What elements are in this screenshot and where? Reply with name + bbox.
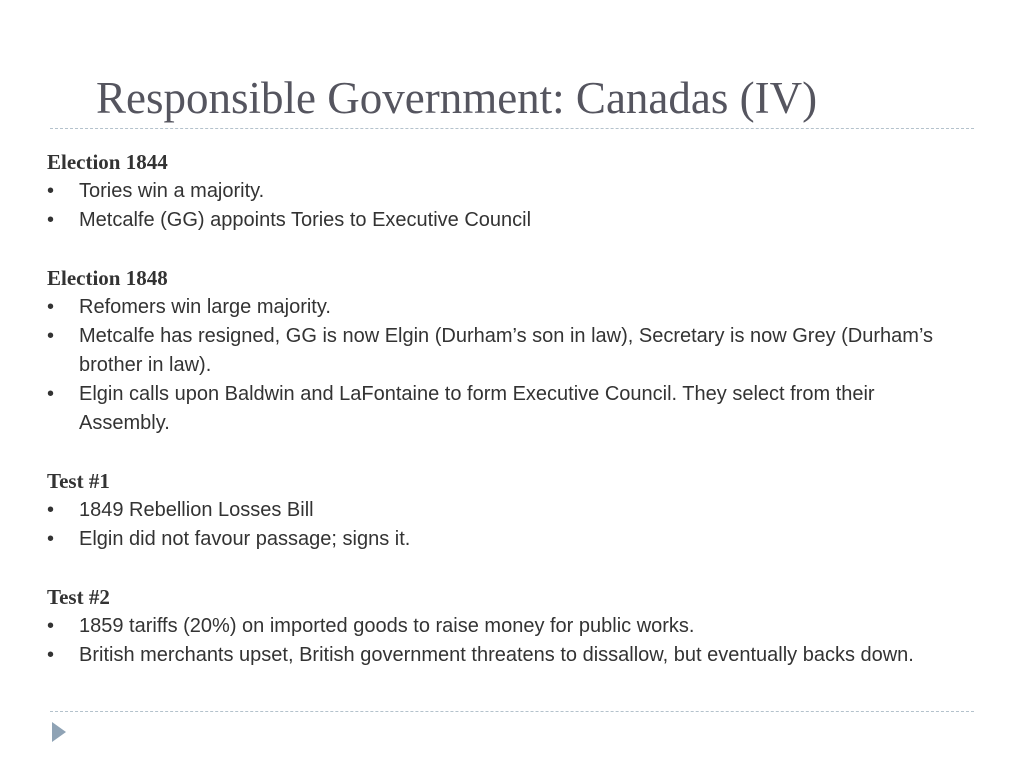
section-election-1848 bbox=[47, 264, 947, 438]
bullet-icon: • bbox=[47, 644, 55, 666]
bullet-item bbox=[47, 206, 947, 235]
section-heading: Election 1844 bbox=[47, 150, 168, 174]
section-election-1844 bbox=[47, 148, 947, 235]
bullet-icon: • bbox=[47, 325, 55, 347]
bullet-text: 1849 Rebellion Losses Bill bbox=[79, 499, 314, 521]
slide-title: Responsible Government: Canadas (IV) bbox=[96, 73, 818, 123]
bullet-icon: • bbox=[47, 209, 55, 231]
play-arrow-icon bbox=[52, 722, 66, 742]
section-test-2 bbox=[47, 583, 947, 670]
bullet-icon: • bbox=[47, 615, 55, 637]
section-heading: Test #1 bbox=[47, 469, 110, 493]
section-heading: Election 1848 bbox=[47, 266, 168, 290]
bullet-text: Refomers win large majority. bbox=[79, 296, 331, 318]
bullet-item bbox=[47, 612, 947, 641]
bullet-list bbox=[47, 496, 947, 554]
bullet-icon: • bbox=[47, 383, 55, 405]
bullet-item bbox=[47, 641, 947, 670]
section-heading: Test #2 bbox=[47, 585, 110, 609]
footer-divider bbox=[50, 711, 974, 712]
bullet-text: Tories win a majority. bbox=[79, 180, 265, 202]
bullet-text: Metcalfe (GG) appoints Tories to Executive Council bbox=[79, 209, 532, 231]
bullet-item bbox=[47, 177, 947, 206]
section-test-1 bbox=[47, 467, 947, 554]
bullet-text: Elgin calls upon Baldwin and LaFontaine to form Executive Council. They select from their Assembly. bbox=[79, 383, 875, 434]
bullet-icon: • bbox=[47, 499, 55, 521]
bullet-icon: • bbox=[47, 180, 55, 202]
bullet-text: Metcalfe has resigned, GG is now Elgin (Durham’s son in law), Secretary is now Grey (Durham’s brother in law). bbox=[79, 325, 934, 376]
title-divider bbox=[50, 128, 974, 129]
bullet-item bbox=[47, 496, 947, 525]
bullet-text: 1859 tariffs (20%) on imported goods to raise money for public works. bbox=[79, 615, 695, 637]
bullet-text: British merchants upset, British government threatens to dissallow, but eventually backs down. bbox=[79, 644, 914, 666]
bullet-icon: • bbox=[47, 296, 55, 318]
bullet-icon: • bbox=[47, 528, 55, 550]
slide-content bbox=[47, 148, 947, 670]
bullet-item bbox=[47, 380, 947, 438]
bullet-list bbox=[47, 612, 947, 670]
bullet-text: Elgin did not favour passage; signs it. bbox=[79, 528, 411, 550]
bullet-item bbox=[47, 322, 947, 380]
bullet-list bbox=[47, 293, 947, 438]
bullet-item bbox=[47, 293, 947, 322]
bullet-list bbox=[47, 177, 947, 235]
bullet-item bbox=[47, 525, 947, 554]
